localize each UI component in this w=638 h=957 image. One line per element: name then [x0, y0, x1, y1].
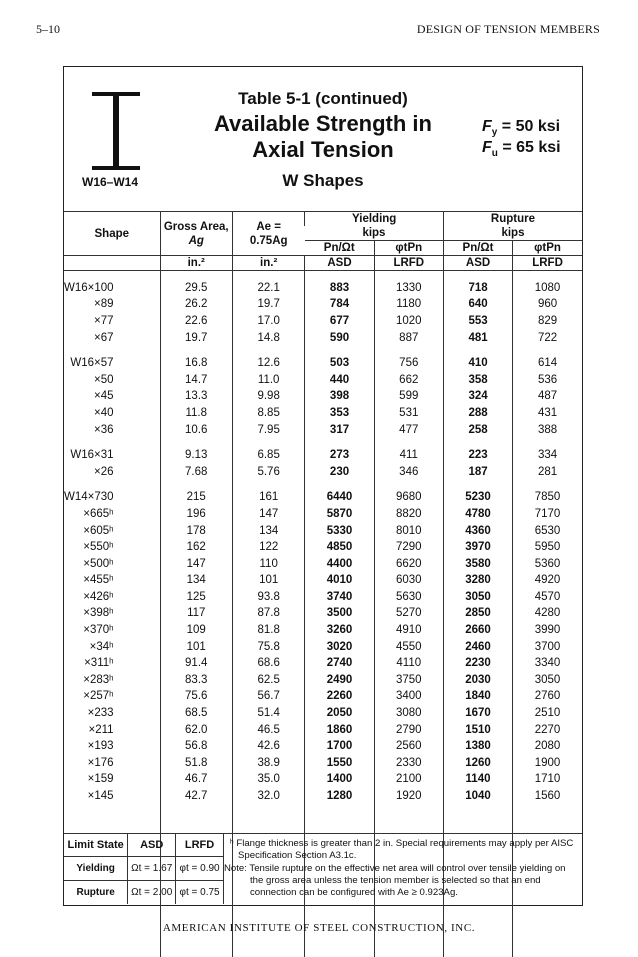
- table-row: [64, 388, 582, 405]
- value-cell: 334: [513, 447, 582, 464]
- value-cell: 14.8: [232, 329, 305, 346]
- w-shape-icon: [92, 92, 140, 170]
- table-title: Available Strength in Axial Tension: [213, 111, 432, 162]
- value-cell: 122: [232, 539, 305, 556]
- value-cell: 178: [160, 522, 232, 539]
- shape-cell: ×45: [94, 390, 114, 403]
- value-cell: 358: [443, 371, 512, 388]
- page-number: 5–10: [36, 22, 60, 36]
- shape-cell: ×34ʰ: [89, 640, 114, 653]
- value-cell: 75.6: [160, 688, 232, 705]
- table-row: [64, 280, 582, 297]
- table-row: [64, 755, 582, 772]
- shape-cell: ×257ʰ: [83, 690, 114, 703]
- value-cell: 410: [443, 355, 512, 372]
- value-cell: 1040: [443, 788, 512, 805]
- table-row: [64, 522, 582, 539]
- shape-cell: ×665ʰ: [83, 507, 114, 520]
- value-cell: 3750: [374, 672, 443, 689]
- value-cell: 2790: [374, 721, 443, 738]
- value-cell: 4910: [374, 622, 443, 639]
- table-row: [64, 463, 582, 480]
- value-cell: 662: [374, 371, 443, 388]
- value-cell: 5950: [513, 539, 582, 556]
- value-cell: 42.6: [232, 738, 305, 755]
- table-row: [64, 355, 582, 372]
- table-row: [64, 788, 582, 805]
- group-spacer: [64, 480, 582, 489]
- value-cell: 3260: [305, 622, 374, 639]
- col-rupt-lrfd: φtPn: [513, 241, 582, 256]
- value-cell: 223: [443, 447, 512, 464]
- value-cell: 2230: [443, 655, 512, 672]
- value-cell: 5230: [443, 489, 512, 506]
- value-cell: 2510: [513, 705, 582, 722]
- value-cell: 477: [374, 421, 443, 438]
- col-gross-area: Gross Area, Ag: [160, 212, 232, 256]
- shape-cell: ×50: [94, 373, 114, 386]
- value-cell: 101: [232, 572, 305, 589]
- value-cell: 161: [232, 489, 305, 506]
- col-yield-lrfd: φtPn: [374, 241, 443, 256]
- value-cell: 4850: [305, 539, 374, 556]
- shape-cell: ×36: [94, 423, 114, 436]
- unit-yield-asd: ASD: [305, 256, 374, 271]
- shape-cell: ×283ʰ: [83, 673, 114, 686]
- value-cell: 51.4: [232, 705, 305, 722]
- value-cell: 640: [443, 296, 512, 313]
- value-cell: 388: [513, 421, 582, 438]
- unit-rupt-asd: ASD: [443, 256, 512, 271]
- value-cell: 677: [305, 313, 374, 330]
- value-cell: 162: [160, 539, 232, 556]
- value-cell: 1180: [374, 296, 443, 313]
- value-cell: 718: [443, 280, 512, 297]
- value-cell: 5.76: [232, 463, 305, 480]
- value-cell: 2740: [305, 655, 374, 672]
- value-cell: 1840: [443, 688, 512, 705]
- value-cell: 62.0: [160, 721, 232, 738]
- ls-yielding-asd: Ωt = 1.67: [128, 856, 176, 880]
- value-cell: 829: [513, 313, 582, 330]
- col-yield-asd: Pn/Ωt: [305, 241, 374, 256]
- shape-cell: ×455ʰ: [83, 574, 114, 587]
- value-cell: 2660: [443, 622, 512, 639]
- value-cell: 503: [305, 355, 374, 372]
- table-subtitle: Table 5-1 (continued): [238, 89, 408, 108]
- value-cell: 1560: [513, 788, 582, 805]
- value-cell: 398: [305, 388, 374, 405]
- value-cell: 722: [513, 329, 582, 346]
- value-cell: 134: [232, 522, 305, 539]
- value-cell: 187: [443, 463, 512, 480]
- value-cell: 125: [160, 589, 232, 606]
- value-cell: 590: [305, 329, 374, 346]
- value-cell: 38.9: [232, 755, 305, 772]
- value-cell: 4010: [305, 572, 374, 589]
- table-footer: [64, 833, 582, 905]
- rupture-units: kips: [443, 226, 582, 241]
- value-cell: 3970: [443, 539, 512, 556]
- value-cell: 109: [160, 622, 232, 639]
- shape-cell: W16×57: [70, 357, 114, 370]
- value-cell: 91.4: [160, 655, 232, 672]
- value-cell: 3500: [305, 605, 374, 622]
- table-row: [64, 688, 582, 705]
- table-row: [64, 622, 582, 639]
- value-cell: 17.0: [232, 313, 305, 330]
- shape-family: W Shapes: [282, 171, 364, 190]
- value-cell: 3340: [513, 655, 582, 672]
- value-cell: 487: [513, 388, 582, 405]
- value-cell: 1400: [305, 771, 374, 788]
- publisher-footer: AMERICAN INSTITUTE OF STEEL CONSTRUCTION, INC.: [162, 922, 476, 934]
- col-yielding: Yielding: [305, 212, 444, 227]
- table-row: [64, 655, 582, 672]
- value-cell: 1670: [443, 705, 512, 722]
- value-cell: 7850: [513, 489, 582, 506]
- shape-cell: W16×100: [64, 281, 114, 294]
- value-cell: 1140: [443, 771, 512, 788]
- value-cell: 196: [160, 506, 232, 523]
- value-cell: 215: [160, 489, 232, 506]
- value-cell: 3580: [443, 555, 512, 572]
- value-cell: 68.5: [160, 705, 232, 722]
- shape-cell: ×311ʰ: [84, 657, 114, 670]
- ls-yielding: Yielding: [64, 856, 128, 880]
- value-cell: 14.7: [160, 371, 232, 388]
- chapter-title: DESIGN OF TENSION MEMBERS: [416, 22, 600, 36]
- value-cell: 2050: [305, 705, 374, 722]
- value-cell: 324: [443, 388, 512, 405]
- value-cell: 599: [374, 388, 443, 405]
- value-cell: 6.85: [232, 447, 305, 464]
- value-cell: 887: [374, 329, 443, 346]
- shape-cell: ×605ʰ: [83, 524, 114, 537]
- value-cell: 62.5: [232, 672, 305, 689]
- value-cell: 1080: [513, 280, 582, 297]
- value-cell: 230: [305, 463, 374, 480]
- value-cell: 4360: [443, 522, 512, 539]
- value-cell: 353: [305, 405, 374, 422]
- value-cell: 2270: [513, 721, 582, 738]
- table-row: [64, 421, 582, 438]
- table-row: [64, 539, 582, 556]
- shape-cell: ×77: [94, 314, 114, 327]
- value-cell: 2330: [374, 755, 443, 772]
- shape-cell: ×89: [94, 298, 114, 311]
- table-row: [64, 738, 582, 755]
- value-cell: 288: [443, 405, 512, 422]
- value-cell: 317: [305, 421, 374, 438]
- value-cell: 19.7: [232, 296, 305, 313]
- value-cell: 7.95: [232, 421, 305, 438]
- ls-header-lrfd: LRFD: [176, 834, 224, 856]
- value-cell: 1260: [443, 755, 512, 772]
- table-row: [64, 296, 582, 313]
- value-cell: 101: [160, 638, 232, 655]
- table-row: [64, 447, 582, 464]
- value-cell: 281: [513, 463, 582, 480]
- table-row: [64, 572, 582, 589]
- ls-rupture: Rupture: [64, 880, 128, 904]
- value-cell: 273: [305, 447, 374, 464]
- unit-blank: [64, 256, 160, 271]
- value-cell: 87.8: [232, 605, 305, 622]
- ls-yielding-lrfd: φt = 0.90: [176, 856, 224, 880]
- value-cell: 531: [374, 405, 443, 422]
- col-shape: Shape: [64, 212, 160, 256]
- value-cell: 4780: [443, 506, 512, 523]
- value-cell: 22.6: [160, 313, 232, 330]
- value-cell: 5270: [374, 605, 443, 622]
- shape-cell: ×40: [94, 406, 114, 419]
- value-cell: 147: [232, 506, 305, 523]
- value-cell: 7290: [374, 539, 443, 556]
- value-cell: 8.85: [232, 405, 305, 422]
- shape-cell: W14×730: [64, 491, 114, 504]
- value-cell: 110: [232, 555, 305, 572]
- ls-rupture-lrfd: φt = 0.75: [176, 880, 224, 904]
- ls-header-asd: ASD: [128, 834, 176, 856]
- value-cell: 7.68: [160, 463, 232, 480]
- value-cell: 22.1: [232, 280, 305, 297]
- group-spacer: [64, 271, 582, 280]
- fu-value: $F_u = 65$ ksi: [482, 139, 561, 160]
- value-cell: 1280: [305, 788, 374, 805]
- group-spacer: [64, 346, 582, 355]
- shape-cell: ×176: [87, 756, 114, 769]
- value-cell: 68.6: [232, 655, 305, 672]
- value-cell: 4550: [374, 638, 443, 655]
- value-cell: 3400: [374, 688, 443, 705]
- value-cell: 32.0: [232, 788, 305, 805]
- table-row: [64, 313, 582, 330]
- value-cell: 42.7: [160, 788, 232, 805]
- table-row: [64, 371, 582, 388]
- shape-cell: ×370ʰ: [83, 624, 114, 637]
- unit-ag: in.²: [160, 256, 232, 271]
- value-cell: 960: [513, 296, 582, 313]
- value-cell: 2100: [374, 771, 443, 788]
- shape-cell: ×426ʰ: [83, 590, 114, 603]
- value-cell: 6620: [374, 555, 443, 572]
- value-cell: 56.8: [160, 738, 232, 755]
- shape-cell: ×211: [88, 723, 114, 736]
- value-cell: 10.6: [160, 421, 232, 438]
- group-spacer: [64, 438, 582, 447]
- value-cell: 4110: [374, 655, 443, 672]
- value-cell: 6530: [513, 522, 582, 539]
- value-cell: 75.8: [232, 638, 305, 655]
- value-cell: 1020: [374, 313, 443, 330]
- fy-value: $F_y = 50$ ksi: [482, 118, 561, 139]
- shape-cell: ×67: [94, 331, 114, 344]
- value-cell: 431: [513, 405, 582, 422]
- value-cell: 1380: [443, 738, 512, 755]
- unit-rupt-lrfd: LRFD: [513, 256, 582, 271]
- value-cell: 3080: [374, 705, 443, 722]
- value-cell: 346: [374, 463, 443, 480]
- value-cell: 11.0: [232, 371, 305, 388]
- table-row: [64, 405, 582, 422]
- value-cell: 784: [305, 296, 374, 313]
- value-cell: 13.3: [160, 388, 232, 405]
- value-cell: 3050: [513, 672, 582, 689]
- value-cell: 2760: [513, 688, 582, 705]
- value-cell: 11.8: [160, 405, 232, 422]
- value-cell: 2260: [305, 688, 374, 705]
- shape-cell: ×193: [87, 740, 114, 753]
- value-cell: 46.5: [232, 721, 305, 738]
- table-row: [64, 589, 582, 606]
- value-cell: 3990: [513, 622, 582, 639]
- value-cell: 8010: [374, 522, 443, 539]
- value-cell: 134: [160, 572, 232, 589]
- value-cell: 2850: [443, 605, 512, 622]
- value-cell: 1330: [374, 280, 443, 297]
- value-cell: 1860: [305, 721, 374, 738]
- value-cell: 9.13: [160, 447, 232, 464]
- shape-cell: ×398ʰ: [83, 607, 114, 620]
- ls-rupture-asd: Ωt = 2.00: [128, 880, 176, 904]
- yielding-units: kips: [305, 226, 444, 241]
- value-cell: 16.8: [160, 355, 232, 372]
- value-cell: 553: [443, 313, 512, 330]
- table-row: [64, 489, 582, 506]
- value-cell: 29.5: [160, 280, 232, 297]
- limit-state-table: [64, 834, 224, 904]
- value-cell: 440: [305, 371, 374, 388]
- value-cell: 117: [160, 605, 232, 622]
- value-cell: 56.7: [232, 688, 305, 705]
- footnotes: [224, 838, 580, 899]
- value-cell: 2030: [443, 672, 512, 689]
- value-cell: 81.8: [232, 622, 305, 639]
- col-rupture: Rupture: [443, 212, 582, 227]
- shape-cell: ×159: [87, 773, 114, 786]
- value-cell: 2080: [513, 738, 582, 755]
- value-cell: 19.7: [160, 329, 232, 346]
- value-cell: 3740: [305, 589, 374, 606]
- unit-ae: in.²: [232, 256, 305, 271]
- value-cell: 883: [305, 280, 374, 297]
- value-cell: 3280: [443, 572, 512, 589]
- unit-yield-lrfd: LRFD: [374, 256, 443, 271]
- value-cell: 1700: [305, 738, 374, 755]
- page-header: [36, 22, 600, 38]
- shape-cell: ×233: [87, 707, 114, 720]
- ls-header: Limit State: [64, 834, 128, 856]
- value-cell: 83.3: [160, 672, 232, 689]
- col-ae: Ae = 0.75Ag: [232, 212, 305, 256]
- value-cell: 4280: [513, 605, 582, 622]
- value-cell: 7170: [513, 506, 582, 523]
- value-cell: 8820: [374, 506, 443, 523]
- value-cell: 4920: [513, 572, 582, 589]
- value-cell: 756: [374, 355, 443, 372]
- value-cell: 1900: [513, 755, 582, 772]
- value-cell: 6440: [305, 489, 374, 506]
- table-row: [64, 555, 582, 572]
- value-cell: 147: [160, 555, 232, 572]
- shape-cell: ×145: [87, 790, 114, 803]
- shape-range: W16–W14: [82, 175, 139, 189]
- value-cell: 6030: [374, 572, 443, 589]
- value-cell: 3020: [305, 638, 374, 655]
- footnote-note: Note: Tensile rupture on the effective net area will control over tensile yielding on the gross area unless the tension member is selected so that an end connection can be configured with Ae ≥ 0.923Ag.: [224, 863, 566, 898]
- value-cell: 1710: [513, 771, 582, 788]
- table-frame: [63, 66, 583, 906]
- value-cell: 3050: [443, 589, 512, 606]
- col-rupt-asd: Pn/Ωt: [443, 241, 512, 256]
- value-cell: 5870: [305, 506, 374, 523]
- shape-cell: W16×31: [70, 449, 114, 462]
- table-row: [64, 638, 582, 655]
- value-cell: 12.6: [232, 355, 305, 372]
- table-row: [64, 506, 582, 523]
- value-cell: 4570: [513, 589, 582, 606]
- shape-cell: ×26: [94, 465, 114, 478]
- value-cell: 2560: [374, 738, 443, 755]
- shape-cell: ×550ʰ: [83, 541, 114, 554]
- value-cell: 258: [443, 421, 512, 438]
- value-cell: 93.8: [232, 589, 305, 606]
- value-cell: 5360: [513, 555, 582, 572]
- value-cell: 26.2: [160, 296, 232, 313]
- table-row: [64, 605, 582, 622]
- value-cell: 51.8: [160, 755, 232, 772]
- value-cell: 536: [513, 371, 582, 388]
- value-cell: 35.0: [232, 771, 305, 788]
- value-cell: 46.7: [160, 771, 232, 788]
- table-row: [64, 705, 582, 722]
- value-cell: 614: [513, 355, 582, 372]
- value-cell: 2460: [443, 638, 512, 655]
- table-row: [64, 771, 582, 788]
- value-cell: 2490: [305, 672, 374, 689]
- value-cell: 1550: [305, 755, 374, 772]
- table-row: [64, 329, 582, 346]
- value-cell: 1510: [443, 721, 512, 738]
- value-cell: 481: [443, 329, 512, 346]
- value-cell: 9680: [374, 489, 443, 506]
- value-cell: 1920: [374, 788, 443, 805]
- value-cell: 5630: [374, 589, 443, 606]
- table-row: [64, 721, 582, 738]
- value-cell: 4400: [305, 555, 374, 572]
- footnote-h: ʰ Flange thickness is greater than 2 in. Special requirements may apply per AISC Specification Section A3.1c.: [230, 838, 574, 861]
- value-cell: 411: [374, 447, 443, 464]
- value-cell: 9.98: [232, 388, 305, 405]
- shape-cell: ×500ʰ: [83, 557, 114, 570]
- value-cell: 5330: [305, 522, 374, 539]
- value-cell: 3700: [513, 638, 582, 655]
- table-row: [64, 672, 582, 689]
